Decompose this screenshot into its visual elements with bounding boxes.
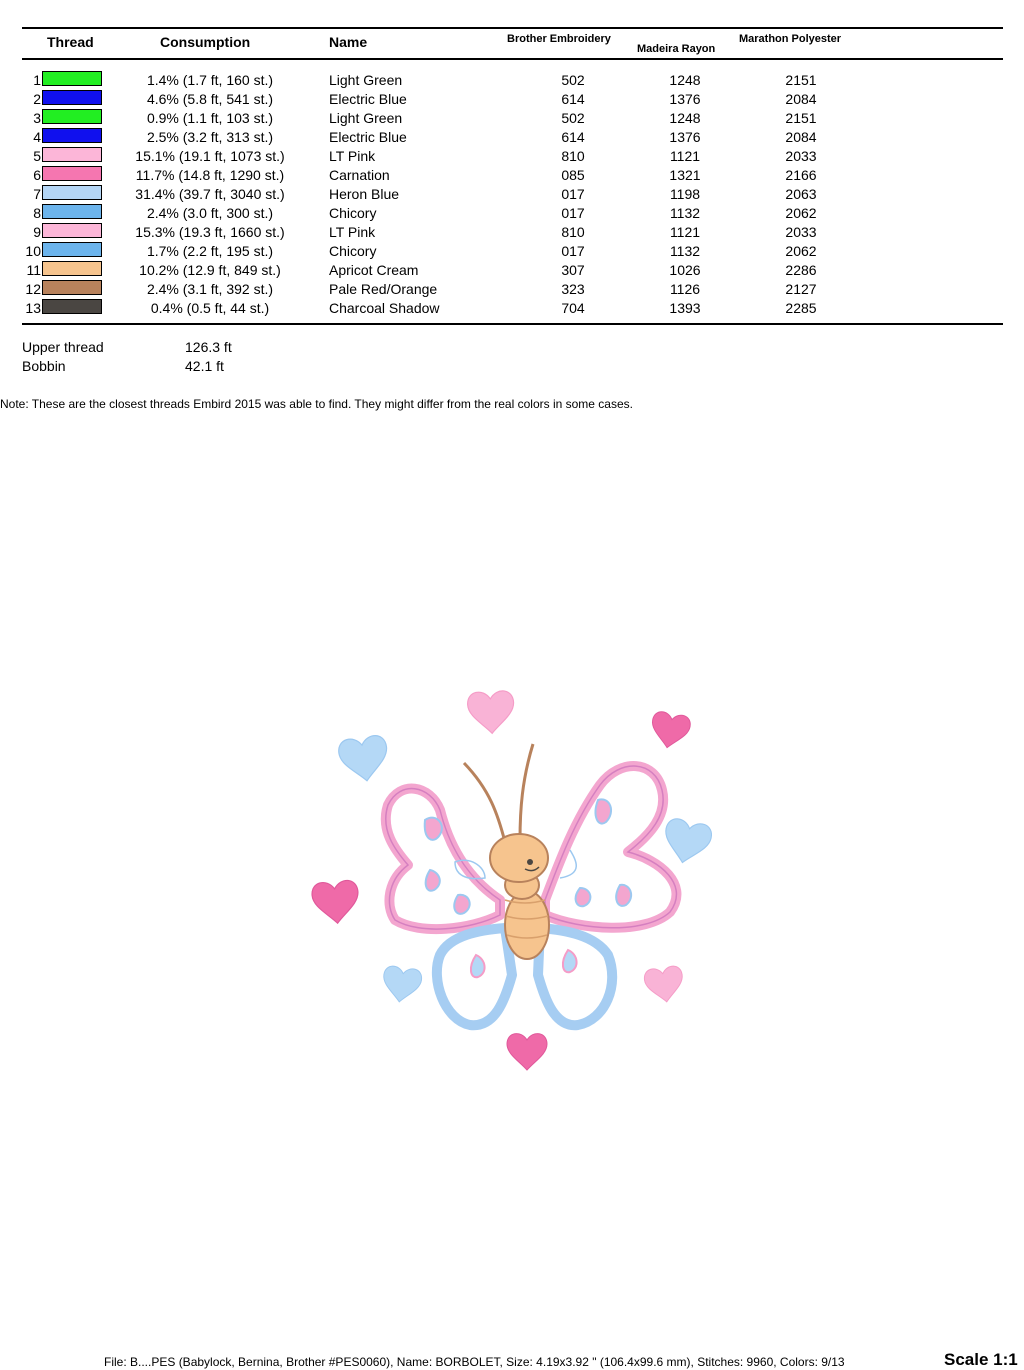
madeira-code: 1248 [669,110,701,126]
thread-row [0,127,1024,146]
marathon-code: 2286 [785,262,817,278]
thread-name: Apricot Cream [329,262,419,278]
header-consumption: Consumption [160,34,251,50]
color-swatch [42,204,102,219]
brother-code: 017 [561,205,585,221]
thread-name: Light Green [329,72,403,88]
thread-number: 7 [33,186,41,202]
thread-number: 6 [33,167,41,183]
bobbin-value: 42.1 ft [185,358,224,374]
marathon-code: 2166 [785,167,817,183]
brother-code: 323 [561,281,585,297]
thread-number: 11 [26,262,41,278]
madeira-code: 1026 [669,262,701,278]
thread-name: Electric Blue [329,91,407,107]
thread-consumption: 2.4% (3.0 ft, 300 st.) [146,205,274,221]
thread-row [0,165,1024,184]
thread-name: Chicory [329,243,377,259]
thread-number: 9 [33,224,41,240]
thread-name: Chicory [329,205,377,221]
bottom-rule [22,323,1003,325]
color-swatch [42,147,102,162]
thread-number: 13 [25,300,41,316]
upper-thread-value: 126.3 ft [185,339,232,355]
thread-consumption: 1.4% (1.7 ft, 160 st.) [146,72,274,88]
color-swatch [42,109,102,124]
top-rule [22,27,1003,29]
thread-row [0,203,1024,222]
marathon-code: 2127 [785,281,817,297]
heart-icon [648,710,691,751]
color-swatch [42,90,102,105]
thread-row [0,279,1024,298]
marathon-code: 2084 [785,91,817,107]
footer-scale: Scale 1:1 [944,1350,1018,1369]
brother-code: 704 [561,300,585,316]
madeira-code: 1198 [669,186,701,202]
thread-number: 3 [33,110,41,126]
marathon-code: 2285 [785,300,817,316]
madeira-code: 1321 [669,167,701,183]
color-swatch [42,223,102,238]
madeira-code: 1132 [669,205,701,221]
brother-code: 017 [561,186,585,202]
color-swatch [42,185,102,200]
header-rule [22,58,1003,60]
thread-consumption: 4.6% (5.8 ft, 541 st.) [146,91,274,107]
color-swatch [42,71,102,86]
thread-consumption: 0.4% (0.5 ft, 44 st.) [150,300,270,316]
brother-code: 502 [561,110,585,126]
heart-icon [380,965,422,1005]
thread-row [0,260,1024,279]
butterfly-eye [527,859,533,865]
heart-icon [311,880,360,926]
thread-name: Carnation [329,167,390,183]
upper-thread-label: Upper thread [22,339,104,355]
marathon-code: 2062 [785,243,817,259]
marathon-code: 2151 [785,72,817,88]
right-upper-wing [545,766,676,928]
heart-icon [337,734,391,784]
thread-number: 4 [33,129,41,145]
thread-number: 2 [33,91,41,107]
butterfly-head [490,834,548,882]
thread-consumption: 0.9% (1.1 ft, 103 st.) [146,110,274,126]
header-thread: Thread [47,34,94,50]
thread-number: 5 [33,148,41,164]
brother-code: 085 [561,167,585,183]
thread-row [0,222,1024,241]
thread-name: Light Green [329,110,403,126]
thread-row [0,108,1024,127]
thread-consumption: 31.4% (39.7 ft, 3040 st.) [135,186,285,202]
thread-consumption: 15.1% (19.1 ft, 1073 st.) [135,148,285,164]
madeira-code: 1126 [669,281,701,297]
header-brother-embroidery: Brother Embroidery [507,33,611,45]
marathon-code: 2084 [785,129,817,145]
thread-name: Heron Blue [329,186,400,202]
right-lower-wing [538,928,612,1025]
madeira-code: 1121 [669,224,701,240]
madeira-code: 1121 [669,148,701,164]
color-swatch [42,242,102,257]
brother-code: 614 [561,91,585,107]
thread-row [0,298,1024,317]
brother-code: 502 [561,72,585,88]
thread-number: 1 [33,72,41,88]
heart-icon [643,965,685,1005]
thread-consumption: 10.2% (12.9 ft, 849 st.) [139,262,281,278]
antenna [464,763,505,842]
brother-code: 810 [561,148,585,164]
thread-consumption: 11.7% (14.8 ft, 1290 st.) [135,167,285,183]
thread-consumption: 1.7% (2.2 ft, 195 st.) [146,243,274,259]
header-marathon-polyester: Marathon Polyester [739,33,842,45]
brother-code: 017 [561,243,585,259]
thread-name: LT Pink [329,224,376,240]
heart-icon [660,817,714,868]
thread-name: Electric Blue [329,129,407,145]
thread-name: LT Pink [329,148,376,164]
thread-table [0,70,1024,317]
antenna [520,744,533,840]
brother-code: 614 [561,129,585,145]
marathon-code: 2063 [785,186,817,202]
thread-name: Pale Red/Orange [329,281,438,297]
color-note: Note: These are the closest threads Embird 2015 was able to find. They might differ from the real colors in some cases. [0,397,633,411]
madeira-code: 1132 [669,243,701,259]
color-swatch [42,128,102,143]
marathon-code: 2033 [785,224,817,240]
thread-row [0,146,1024,165]
thread-number: 12 [25,281,41,297]
thread-row [0,89,1024,108]
brother-code: 307 [561,262,585,278]
color-swatch [42,299,102,314]
thread-row [0,241,1024,260]
thread-consumption: 2.4% (3.1 ft, 392 st.) [146,281,274,297]
heart-icon [467,690,515,734]
thread-name: Charcoal Shadow [329,300,440,316]
madeira-code: 1376 [669,129,701,145]
bobbin-label: Bobbin [22,358,66,374]
marathon-code: 2033 [785,148,817,164]
color-swatch [42,261,102,276]
thread-number: 8 [33,205,41,221]
thread-row [0,184,1024,203]
marathon-code: 2062 [785,205,817,221]
thread-number: 10 [25,243,41,259]
heart-icon [507,1034,547,1070]
color-swatch [42,166,102,181]
madeira-code: 1393 [669,300,701,316]
color-swatch [42,280,102,295]
thread-row [0,70,1024,89]
header-name: Name [329,34,368,50]
thread-consumption: 15.3% (19.3 ft, 1660 st.) [135,224,285,240]
footer-file-info: File: B....PES (Babylock, Bernina, Brother #PES0060), Name: BORBOLET, Size: 4.19x3.92 " (106.4x99.6 mm), Stitches: 9960, Colors: 9/13 [104,1355,845,1369]
header-madeira-rayon: Madeira Rayon [637,43,716,55]
madeira-code: 1376 [669,91,701,107]
butterfly-embroidery-design [300,685,730,1075]
marathon-code: 2151 [785,110,817,126]
thread-consumption: 2.5% (3.2 ft, 313 st.) [146,129,274,145]
brother-code: 810 [561,224,585,240]
madeira-code: 1248 [669,72,701,88]
